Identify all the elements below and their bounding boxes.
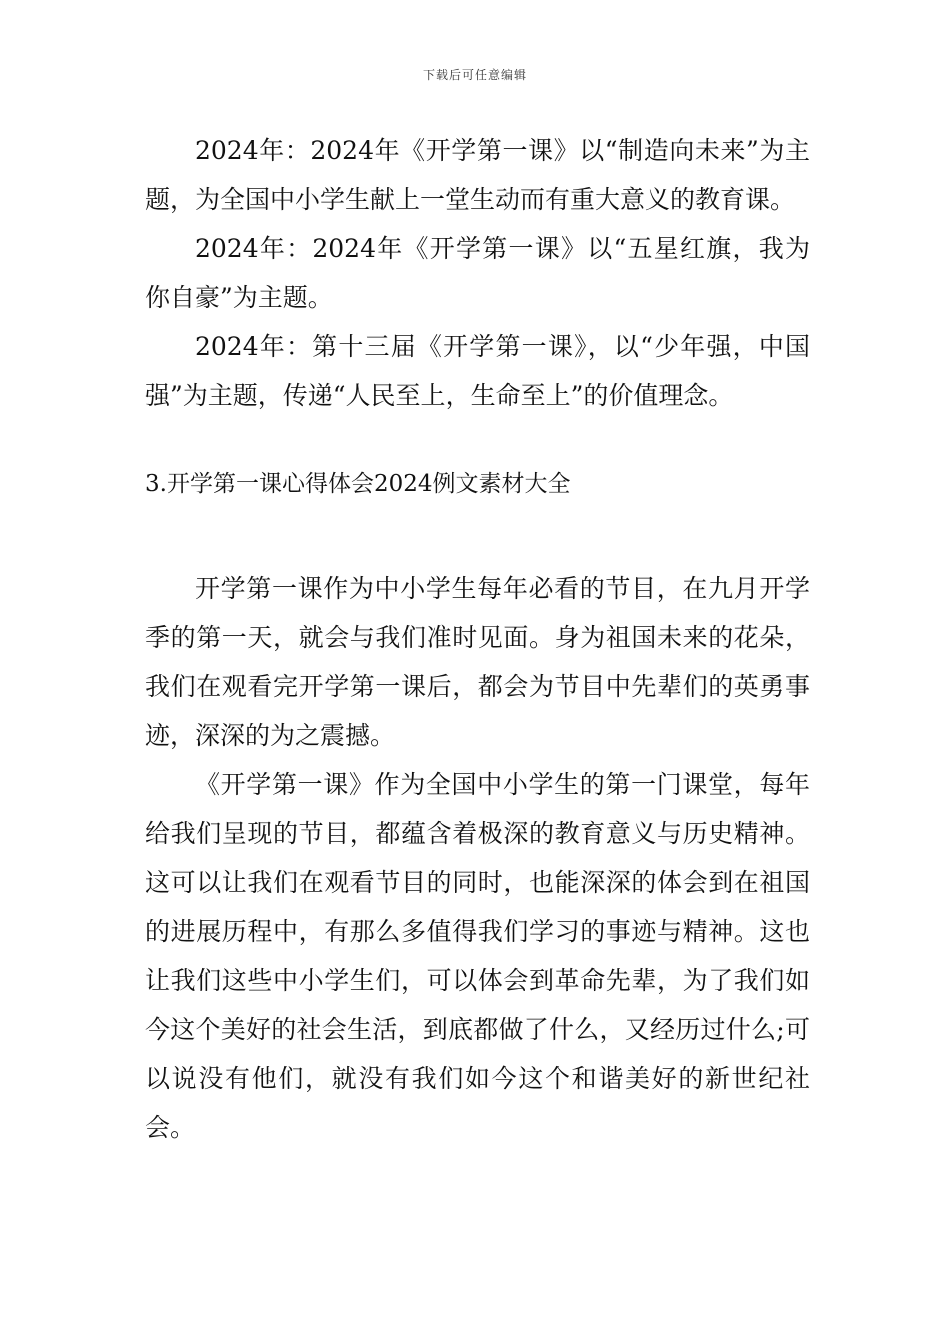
paragraph-reflection-2: 《开学第一课》作为全国中小学生的第一门课堂，每年给我们呈现的节目，都蕴含着极深的教育意义与历史精神。这可以让我们在观看节目的同时，也能深深的体会到在祖国的进展历程中，有那么多值得我们学习的事迹与精神。这也让我们这些中小学生们，可以体会到革命先辈，为了我们如今这个美好的社会生活，到底都做了什么，又经历过什么;可以说没有他们，就没有我们如今这个和谐美好的新世纪社会。 [145,770,810,1142]
document-body [145,126,810,1152]
paragraph-2024-theme-3: 2024年：第十三届《开学第一课》，以“少年强，中国强”为主题，传递“人民至上，生命至上”的价值理念。 [145,332,810,410]
paragraph-2024-theme-1: 2024年：2024年《开学第一课》以“制造向未来”为主题，为全国中小学生献上一堂生动而有重大意义的教育课。 [145,136,810,214]
page-header: 下载后可任意编辑 [422,68,527,82]
section-heading: 3.开学第一课心得体会2024例文素材大全 [145,471,571,497]
paragraph-2024-theme-2: 2024年：2024年《开学第一课》以“五星红旗，我为你自豪”为主题。 [145,234,810,312]
paragraph-reflection-1: 开学第一课作为中小学生每年必看的节目，在九月开学季的第一天，就会与我们准时见面。身为祖国未来的花朵，我们在观看完开学第一课后，都会为节目中先辈们的英勇事迹，深深的为之震撼。 [145,574,810,750]
